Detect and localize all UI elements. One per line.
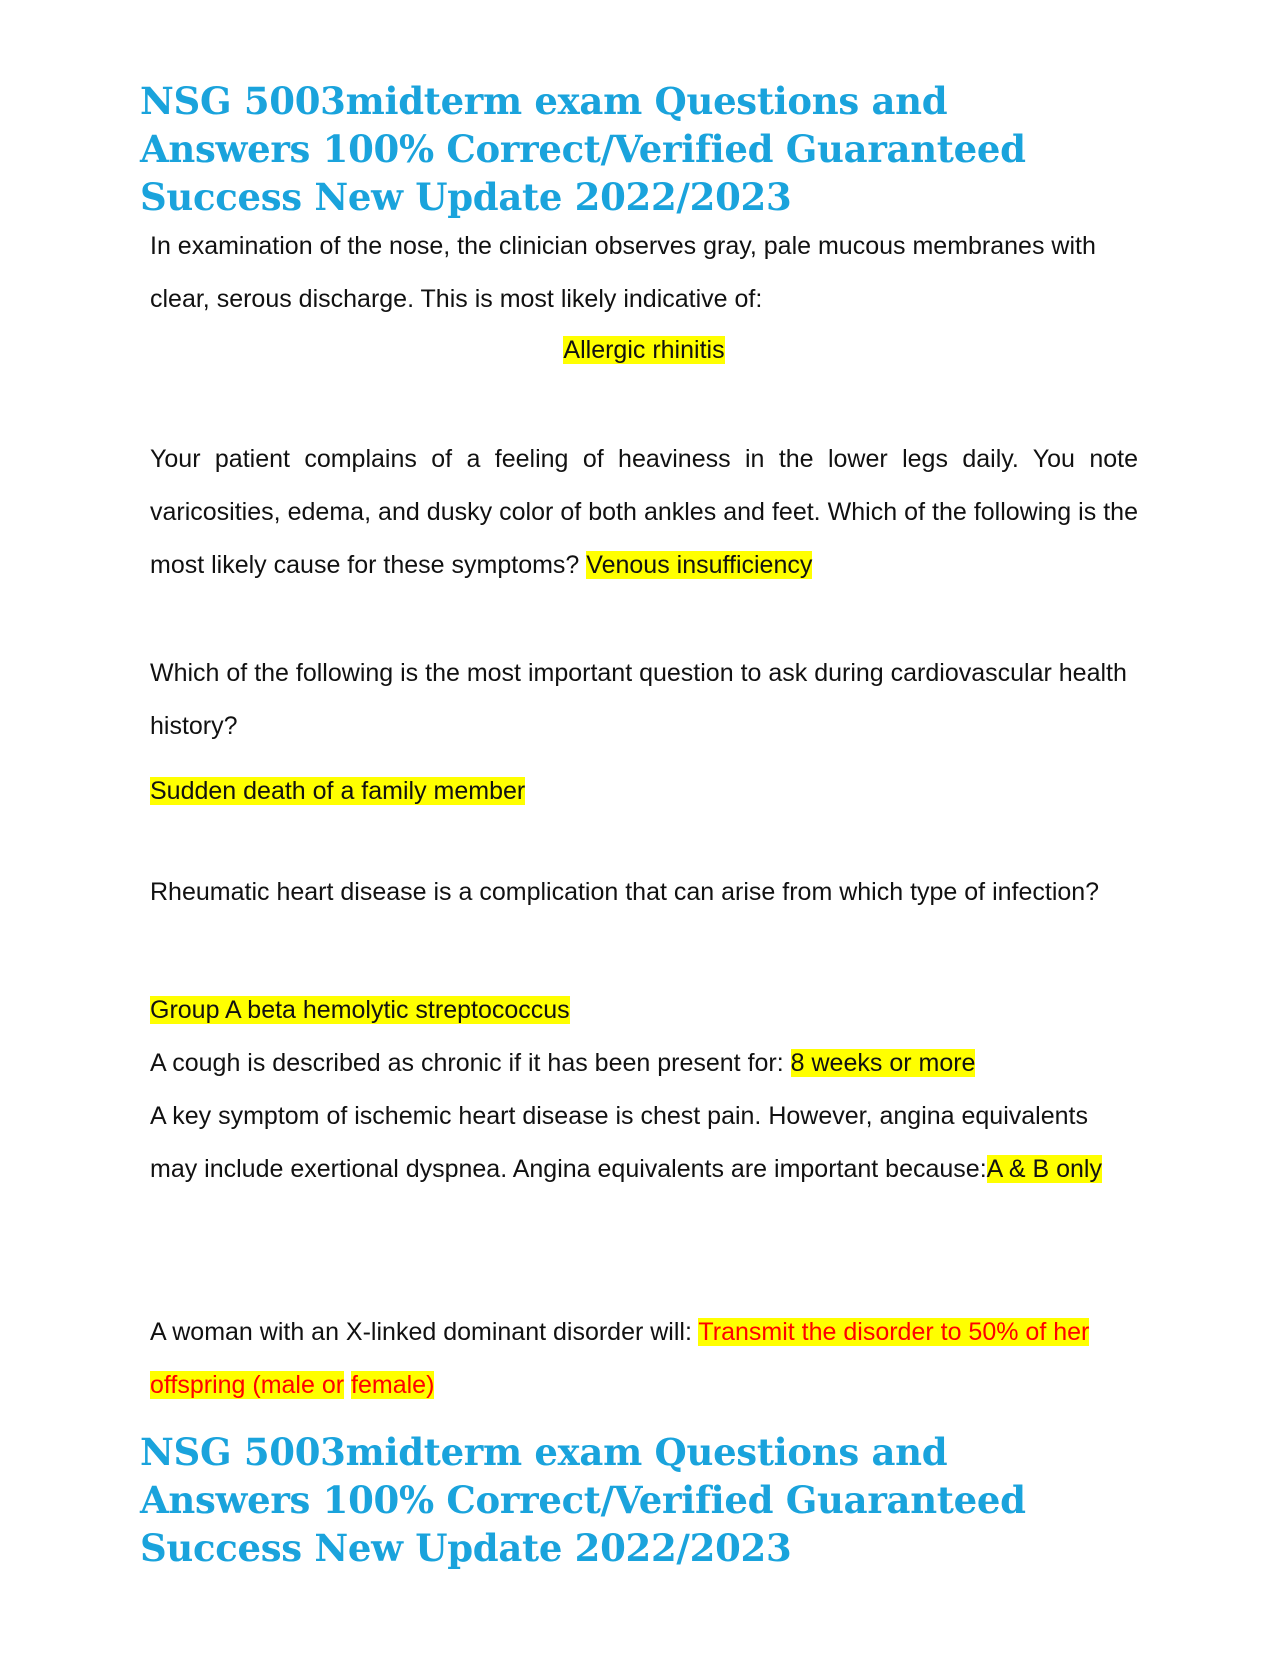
question-5: A cough is described as chronic if it has been present for: (150, 1049, 784, 1077)
question-6-block (150, 1090, 1138, 1196)
answer-3: Sudden death of a family member (150, 777, 526, 805)
question-1: In examination of the nose, the clinician observes gray, pale mucous membranes with clear, serous discharge. This is most likely indicative of: (150, 232, 1096, 313)
document-title: NSG 5003midterm exam Questions and Answers 100% Correct/Verified Guaranteed Success New Update 2022/2023 (140, 79, 1026, 219)
question-2: Your patient complains of a feeling of heaviness in the lower legs daily. You note varicosities, edema, and dusky color of both ankles and feet. Which of the following is the most likely cause for these symptoms? (150, 445, 1138, 579)
question-7-block (150, 1306, 1138, 1412)
answer-2: Venous insufficiency (586, 551, 813, 579)
question-7: A woman with an X-linked dominant disorder will: (150, 1318, 692, 1346)
question-2-block (150, 433, 1138, 592)
question-6: A key symptom of ischemic heart disease is chest pain. However, angina equivalents may include exertional dyspnea. Angina equivalents are important because: (150, 1102, 1088, 1183)
question-5-block (150, 1037, 1138, 1090)
question-3: Which of the following is the most important question to ask during cardiovascular health history? (150, 659, 1127, 740)
document-footer-title: NSG 5003midterm exam Questions and Answers 100% Correct/Verified Guaranteed Success New Update 2022/2023 (140, 1430, 1026, 1570)
answer-7-part2: female) (351, 1371, 435, 1399)
answer-7-part1: Transmit the disorder to 50% of her offspring (male or (150, 1318, 1090, 1399)
answer-5: 8 weeks or more (790, 1049, 976, 1077)
answer-3-line (150, 765, 1138, 818)
question-4: Rheumatic heart disease is a complication that can arise from which type of infection? (150, 878, 1100, 906)
answer-1: Allergic rhinitis (563, 336, 725, 364)
answer-4-line (150, 984, 1138, 1037)
answer-1-line (150, 324, 1138, 377)
answer-6: A & B only (986, 1155, 1102, 1183)
answer-4: Group A beta hemolytic streptococcus (150, 996, 570, 1024)
